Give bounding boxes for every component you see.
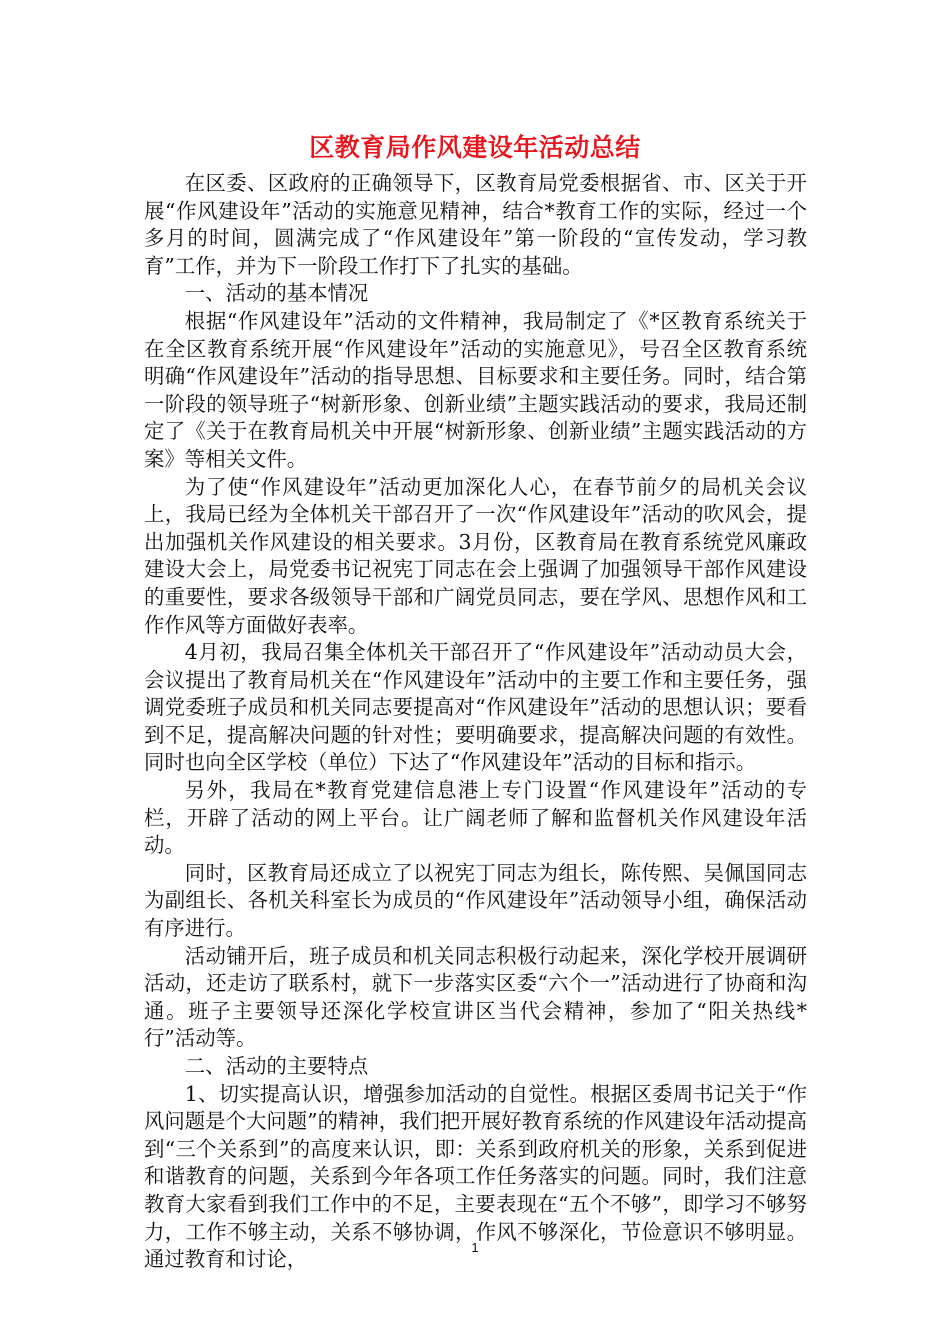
section-heading-1: 一、活动的基本情况 <box>184 281 369 306</box>
paragraph: 另外，我局在*教育党建信息港上专门设置“作风建设年”活动的专栏，开辟了活动的网上平台。让广阔老师了解和监督机关作风建设年活动。 <box>144 778 807 858</box>
document-body <box>144 170 807 1274</box>
document-title: 区教育局作风建设年活动总结 <box>309 133 641 162</box>
paragraph: 1、切实提高认识，增强参加活动的自觉性。根据区委周书记关于“作风问题是个大问题”的精神，我们把开展好教育系统的作风建设年活动提高到“三个关系到”的高度来认识，即：关系到政府机关的形象，关系到促进和谐教育的问题，关系到今年各项工作任务落实的问题。同时，我们注意教育大家看到我们工作中的不足，主要表现在“五个不够”，即学习不够努力，工作不够主动，关系不够协调，作风不够深化，节俭意识不够明显。通过教育和讨论， <box>144 1081 807 1272</box>
section-heading-2: 二、活动的主要特点 <box>184 1054 369 1078</box>
paragraph: 根据“作风建设年”活动的文件精神，我局制定了《*区教育系统关于在全区教育系统开展“作风建设年”活动的实施意见》，号召全区教育系统明确“作风建设年”活动的指导思想、目标要求和主要任务。同时，结合第一阶段的领导班子“树新形象、创新业绩”主题实践活动的要求，我局还制定了《关于在教育局机关中开展“树新形象、创新业绩”主题实践活动的方案》等相关文件。 <box>144 308 807 471</box>
paragraph-intro: 在区委、区政府的正确领导下，区教育局党委根据省、市、区关于开展“作风建设年”活动的实施意见精神，结合*教育工作的实际，经过一个多月的时间，圆满完成了“作风建设年”第一阶段的“宣传发动，学习教育”工作，并为下一阶段工作打下了扎实的基础。 <box>144 171 807 278</box>
paragraph: 为了使“作风建设年”活动更加深化人心，在春节前夕的局机关会议上，我局已经为全体机关干部召开了一次“作风建设年”活动的吹风会，提出加强机关作风建设的相关要求。3月份，区教育局在教育系统党风廉政建设大会上，局党委书记祝宪丁同志在会上强调了加强领导干部作风建设的重要性，要求各级领导干部和广阔党员同志，要在学风、思想作风和工作作风等方面做好表率。 <box>144 474 807 637</box>
page-number: 1 <box>471 1240 479 1255</box>
paragraph: 活动铺开后，班子成员和机关同志积极行动起来，深化学校开展调研活动，还走访了联系村，就下一步落实区委“六个一”活动进行了协商和沟通。班子主要领导还深化学校宣讲区当代会精神，参加了“阳关热线*行”活动等。 <box>144 943 807 1051</box>
paragraph: 同时，区教育局还成立了以祝宪丁同志为组长，陈传熙、吴佩国同志为副组长、各机关科室长为成员的“作风建设年”活动领导小组，确保活动有序进行。 <box>144 860 807 941</box>
paragraph: 4月初，我局召集全体机关干部召开了“作风建设年”活动动员大会，会议提出了教育局机关在“作风建设年”活动中的主要工作和主要任务，强调党委班子成员和机关同志要提高对“作风建设年”活动的思想认识；要看到不足，提高解决问题的针对性；要明确要求，提高解决问题的有效性。同时也向全区学校（单位）下达了“作风建设年”活动的目标和指示。 <box>144 640 807 775</box>
